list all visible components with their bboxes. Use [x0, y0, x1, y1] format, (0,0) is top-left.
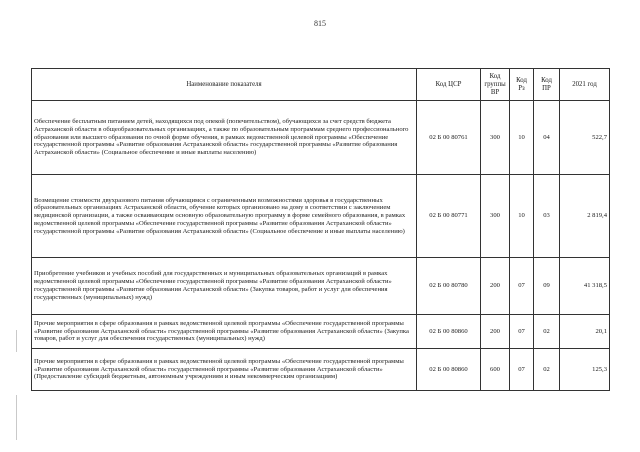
header-year: 2021 год	[560, 69, 610, 101]
row-vr: 200	[481, 315, 510, 349]
row-pr: 02	[534, 349, 560, 391]
scan-margin-mark	[16, 395, 17, 440]
row-vr: 300	[481, 175, 510, 258]
row-vr: 600	[481, 349, 510, 391]
header-pr: Код ПР	[534, 69, 560, 101]
row-pr: 09	[534, 258, 560, 315]
budget-table	[31, 68, 610, 391]
row-amount: 41 318,5	[560, 258, 610, 315]
table-row	[32, 349, 610, 391]
row-rz: 07	[510, 258, 534, 315]
row-name: Обеспечение бесплатным питанием детей, находящихся под опекой (попечительством), обучающихся за счет средств бюджета Астраханской области в общеобразовательных организациях, а также по образовательным программам среднего профессионального образования или высшего образования по очной форме обучения, в рамках ведомственной целевой программы «Обеспечение государственной программы «Развитие образования Астраханской области» государственной программы «Развитие образования Астраханской области» (Социальное обеспечение и иные выплаты населению)	[32, 101, 417, 175]
table-row	[32, 175, 610, 258]
header-vr: Код группы ВР	[481, 69, 510, 101]
row-name: Прочие мероприятия в сфере образования в рамках ведомственной целевой программы «Обеспечение государственной программы «Развитие образования Астраханской области» государственной программы «Развитие образования Астраханской области» (Закупка товаров, работ и услуг для обеспечения государственных (муниципальных) нужд)	[32, 315, 417, 349]
header-name: Наименование показателя	[32, 69, 417, 101]
row-csr: 02 Б 00 80761	[417, 101, 481, 175]
row-rz: 10	[510, 175, 534, 258]
row-name: Прочие мероприятия в сфере образования в рамках ведомственной целевой программы «Обеспечение государственной программы «Развитие образования Астраханской области» государственной программы «Развитие образования Астраханской области» (Предоставление субсидий бюджетным, автономным учреждениям и иным некоммерческим организациям)	[32, 349, 417, 391]
row-rz: 07	[510, 349, 534, 391]
row-amount: 2 819,4	[560, 175, 610, 258]
row-csr: 02 Б 00 80860	[417, 315, 481, 349]
row-csr: 02 Б 00 80780	[417, 258, 481, 315]
header-csr: Код ЦСР	[417, 69, 481, 101]
page-number: 815	[314, 19, 326, 28]
row-pr: 04	[534, 101, 560, 175]
table-row	[32, 315, 610, 349]
table-row	[32, 101, 610, 175]
row-vr: 200	[481, 258, 510, 315]
row-csr: 02 Б 00 80860	[417, 349, 481, 391]
header-rz: Код Рз	[510, 69, 534, 101]
table-row	[32, 258, 610, 315]
row-amount: 20,1	[560, 315, 610, 349]
row-vr: 300	[481, 101, 510, 175]
row-csr: 02 Б 00 80771	[417, 175, 481, 258]
row-pr: 02	[534, 315, 560, 349]
row-name: Приобретение учебников и учебных пособий для государственных и муниципальных образовательных организаций в рамках ведомственной целевой программы «Обеспечение государственной программы «Развитие образования Астраханской области» государственной программы «Развитие образования Астраханской области» (Закупка товаров, работ и услуг для обеспечения государственных (муниципальных) нужд)	[32, 258, 417, 315]
row-amount: 522,7	[560, 101, 610, 175]
scan-margin-mark	[16, 330, 17, 352]
row-amount: 125,3	[560, 349, 610, 391]
row-rz: 07	[510, 315, 534, 349]
row-rz: 10	[510, 101, 534, 175]
row-name: Возмещение стоимости двухразового питания обучающимся с ограниченными возможностями здоровья в государственных образовательных организациях Астраханской области, обучение которых организовано на дому в соответствии с заключением медицинской организации, а также осваивающим основную образовательную программу в форме семейного образования, в рамках ведомственной целевой программы «Обеспечение государственной программы «Развитие образования Астраханской области» государственной программы «Развитие образования Астраханской области» (Социальное обеспечение и иные выплаты населению)	[32, 175, 417, 258]
row-pr: 03	[534, 175, 560, 258]
table-header-row	[32, 69, 610, 101]
